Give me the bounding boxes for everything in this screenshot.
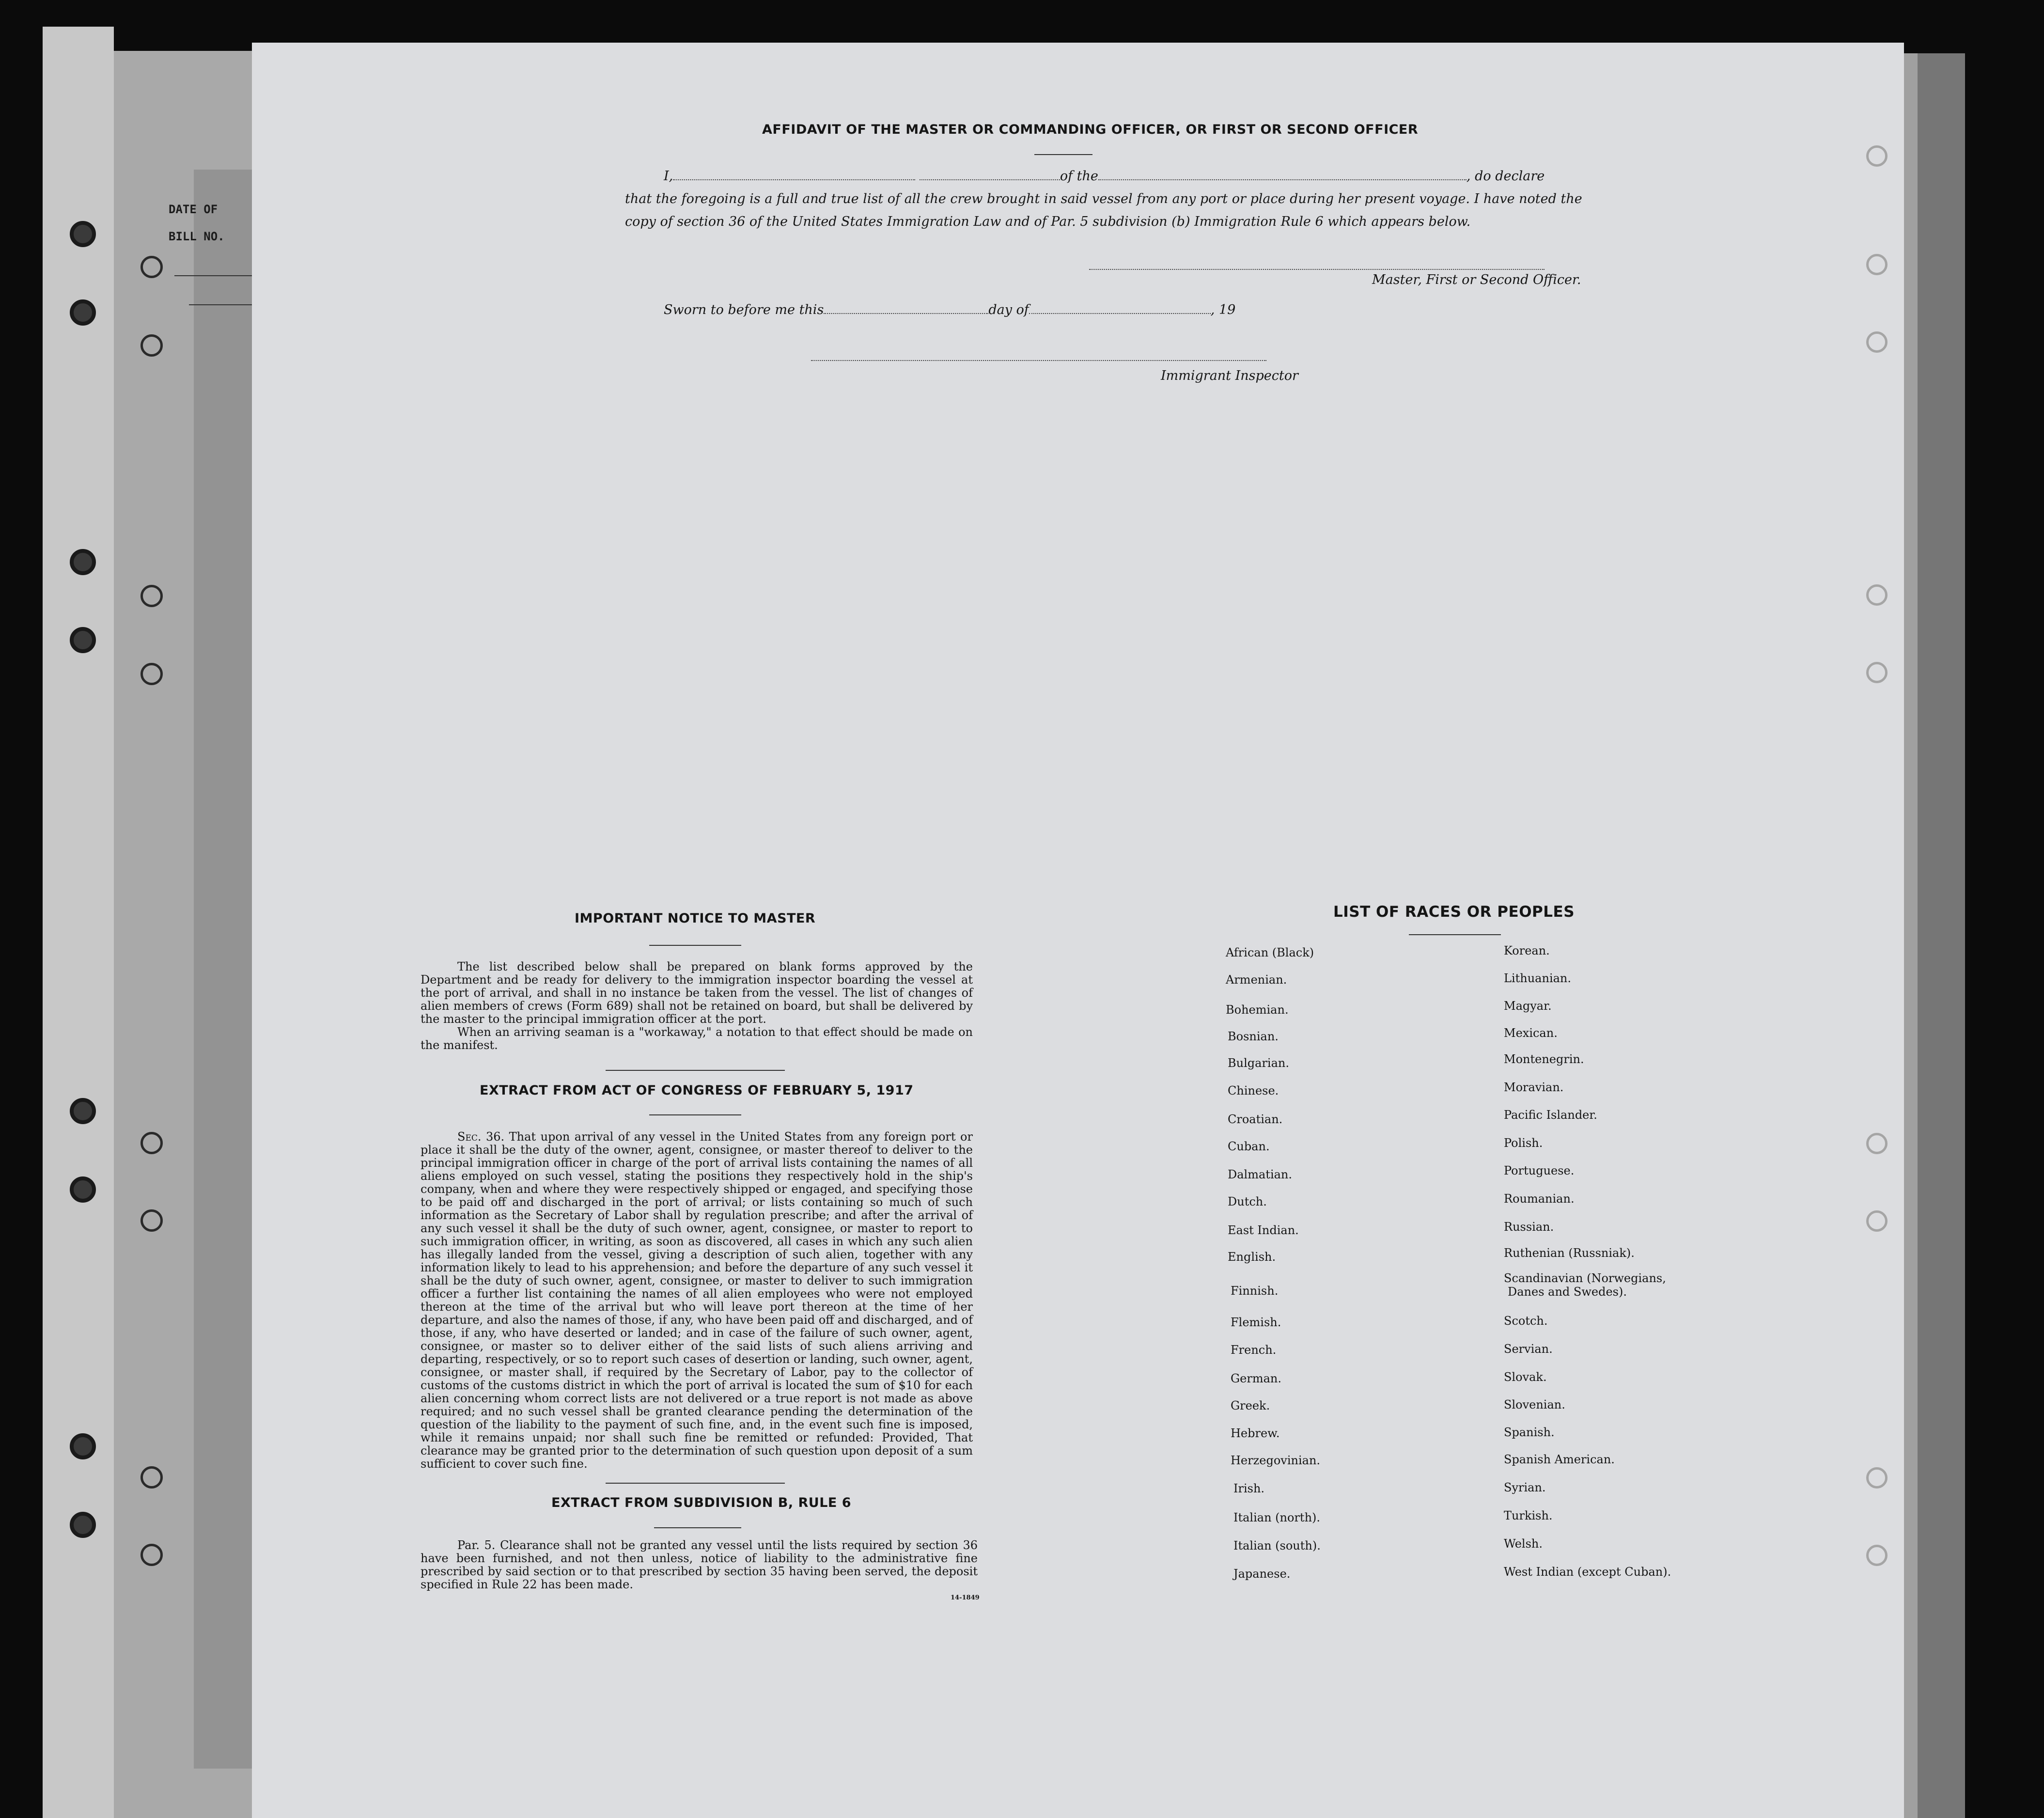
notice-title: IMPORTANT NOTICE TO MASTER <box>575 911 816 926</box>
year-label: , 19 <box>1210 302 1236 317</box>
notice-paragraph-2: When an arriving seaman is a "workaway," a notation to that effect should be made on the manifest. <box>421 1025 973 1052</box>
race-item: Slovenian. <box>1504 1398 1565 1411</box>
sec-36-body: That upon arrival of any vessel in the United States from any foreign port or place it shall be the duty of the owner, agent, consignee, or master thereof to deliver to the principal immigration officer in charge of the port of arrival lists containing the names of all aliens employed on such vessel, stating the positions they respectively hold in the ship's company, when and where they were respectively shipped or engaged, and specifying those to be paid off and discharged in the port of arrival; or lists containing so much of such information as the Secretary of Labor shall by regulation prescribe; and after the arrival of any such vessel it shall be the duty of such owner, agent, consignee, or master to report to such immigration officer, in writing, as soon as discovered, all cases in which any such alien has illegally landed from the vessel, giving a description of such alien, together with any information likely to lead to his apprehension; and before the departure of any such vessel it shall be the duty of such owner, agent, consignee, or master to deliver to such immigration officer a further list containing the names of all alien employees who were not employed thereon at the time of the arrival but who will leave port thereon at the time of her departure, and also the names of those, if any, who have been paid off and discharged, and of those, if any, who have deserted or landed; and in case of the failure of such owner, agent, consignee, or master so to deliver either of the said lists of such aliens arriving and departing, respectively, or so to report such cases of desertion or landing, such owner, agent, consignee, or master shall, if required by the Secretary of Labor, pay to the collector of customs of the customs district in which the port of arrival is located the sum of $10 for each alien concerning whom correct lists are not delivered or a true report is not made as above required; and no such vessel shall be granted clearance pending the determination of the question of the liability to the payment of such fine, and, in the event such fine is imposed, while it remains unpaid; nor shall such fine be remitted or refunded: Provided, That clearance may be granted prior to the determination of such question upon deposit of a sum sufficient to cover such fine. <box>421 1130 973 1471</box>
race-item: Italian (south). <box>1233 1539 1321 1552</box>
left-binding-strip <box>43 27 114 1818</box>
binding-hole-icon <box>70 549 96 575</box>
race-item: Moravian. <box>1504 1081 1564 1094</box>
race-item: Scotch. <box>1504 1314 1548 1328</box>
title-rule <box>1034 154 1092 155</box>
page-hole-icon <box>140 1466 163 1489</box>
race-item: Danes and Swedes). <box>1508 1285 1627 1299</box>
race-item: West Indian (except Cuban). <box>1504 1565 1671 1579</box>
race-item: Cuban. <box>1228 1140 1270 1153</box>
page-hole-icon <box>1866 1467 1888 1489</box>
race-item: Bohemian. <box>1226 1003 1289 1017</box>
race-item: Chinese. <box>1228 1084 1279 1097</box>
notice-paragraph-1: The list described below shall be prepared on blank forms approved by the Department and be ready for delivery to the immigration inspector boarding the vessel at the port of arrival, and shall in no instance be taken from the vessel. The list of changes of alien members of crews (Form 689) shall not be retained on board, but shall be delivered by the master to the principal immigration officer at the port. <box>421 960 973 1026</box>
affidavit-line-1: I, of the , do declare <box>664 169 1545 184</box>
inspector-label: Immigrant Inspector <box>1161 368 1298 383</box>
race-item: Dutch. <box>1228 1195 1267 1208</box>
name-blank <box>673 170 915 180</box>
sworn-line <box>664 302 1235 317</box>
signature-line <box>1089 268 1545 270</box>
race-item: Hebrew. <box>1231 1426 1280 1440</box>
race-item: Greek. <box>1231 1399 1270 1412</box>
sworn-label: Sworn to before me this <box>664 302 824 317</box>
rule-paragraph: Par. 5. Clearance shall not be granted any vessel until the lists required by section 36 have been furnished, and not then unless, notice of liability to the administrative fine prescribed by said section or to that prescribed by section 35 having been served, the deposit specified in Rule 22 has been made. <box>421 1538 978 1591</box>
rank-blank <box>920 170 1060 180</box>
affidavit-line-3: copy of section 36 of the United States Immigration Law and of Par. 5 subdivision (b) Immigration Rule 6 which appears below. <box>625 214 1471 229</box>
act-rule <box>649 1114 741 1115</box>
page-hole-icon <box>140 585 163 607</box>
day-of-label: day of <box>988 302 1029 317</box>
race-item: Croatian. <box>1228 1113 1283 1126</box>
affidavit-title: AFFIDAVIT OF THE MASTER OR COMMANDING OFFICER, OR FIRST OR SECOND OFFICER <box>762 122 1419 137</box>
binding-hole-icon <box>70 1512 96 1538</box>
races-rule <box>1409 934 1501 935</box>
page-hole-icon <box>1866 331 1888 353</box>
underlying-page-shadow <box>194 170 254 1769</box>
race-item: Flemish. <box>1231 1316 1281 1329</box>
binding-hole-icon <box>70 627 96 653</box>
race-item: Turkish. <box>1504 1509 1553 1522</box>
inspector-line <box>811 360 1266 361</box>
race-item: Spanish American. <box>1504 1453 1615 1466</box>
do-declare-label: do declare <box>1475 169 1545 184</box>
margin-rule <box>189 304 252 305</box>
race-item: Portuguese. <box>1504 1164 1575 1177</box>
page-hole-icon <box>140 256 163 278</box>
binding-hole-icon <box>70 1098 96 1124</box>
race-item: German. <box>1231 1372 1281 1385</box>
race-item: Bulgarian. <box>1228 1056 1289 1070</box>
page-hole-icon <box>140 1132 163 1154</box>
page-hole-icon <box>1866 584 1888 606</box>
page-hole-icon <box>1866 662 1888 683</box>
form-number: 14-1849 <box>951 1594 980 1601</box>
page-hole-icon <box>1866 254 1888 275</box>
race-item: Slovak. <box>1504 1370 1547 1384</box>
binding-hole-icon <box>70 221 96 247</box>
race-item: Italian (north). <box>1233 1511 1321 1524</box>
race-item: Scandinavian (Norwegians, <box>1504 1271 1666 1285</box>
page-hole-icon <box>1866 1210 1888 1232</box>
race-item: Armenian. <box>1226 973 1287 987</box>
sworn-month-blank <box>1029 303 1211 314</box>
race-item: French. <box>1231 1343 1277 1357</box>
page-hole-icon <box>140 1544 163 1566</box>
race-item: Servian. <box>1504 1342 1553 1356</box>
race-item: Japanese. <box>1233 1567 1291 1581</box>
race-item: Spanish. <box>1504 1426 1555 1439</box>
act-section-36 <box>421 1130 973 1471</box>
race-item: Welsh. <box>1504 1537 1543 1551</box>
section-rule <box>606 1483 785 1484</box>
sec-36-label: Sec. 36. <box>457 1130 505 1144</box>
sworn-day-blank <box>824 303 988 314</box>
race-item: Pacific Islander. <box>1504 1108 1597 1122</box>
notice-rule <box>649 945 741 946</box>
page-hole-icon <box>1866 1545 1888 1566</box>
race-item: Montenegrin. <box>1504 1052 1584 1066</box>
of-the-label: of the <box>1060 169 1098 184</box>
page-hole-icon <box>140 334 163 357</box>
affidavit-i-label: I, <box>664 169 673 184</box>
race-item: Magyar. <box>1504 999 1552 1013</box>
page-hole-icon <box>1866 145 1888 167</box>
page-hole-icon <box>140 663 163 685</box>
race-item: Mexican. <box>1504 1026 1558 1040</box>
race-item: Polish. <box>1504 1136 1543 1150</box>
race-item: East Indian. <box>1228 1223 1299 1237</box>
race-item: Russian. <box>1504 1220 1554 1234</box>
race-item: Herzegovinian. <box>1231 1454 1321 1467</box>
race-item: Bosnian. <box>1228 1030 1279 1043</box>
signature-label: Master, First or Second Officer. <box>1372 272 1581 287</box>
binding-hole-icon <box>70 1433 96 1459</box>
bill-no-label: BILL NO. <box>169 230 225 243</box>
race-item: Syrian. <box>1504 1481 1546 1494</box>
race-item: Ruthenian (Russniak). <box>1504 1246 1635 1260</box>
rule-title-rule <box>654 1527 741 1528</box>
race-item: Korean. <box>1504 944 1550 957</box>
section-rule <box>606 1070 785 1071</box>
race-item: Finnish. <box>1231 1284 1279 1298</box>
act-title: EXTRACT FROM ACT OF CONGRESS OF FEBRUARY 5, 1917 <box>480 1083 914 1098</box>
race-item: Dalmatian. <box>1228 1168 1293 1181</box>
races-title: LIST OF RACES OR PEOPLES <box>1333 903 1575 921</box>
binding-hole-icon <box>70 299 96 326</box>
right-binding-strip <box>1918 53 1965 1818</box>
affidavit-line-2: that the foregoing is a full and true list of all the crew brought in said vessel from any port or place during her present voyage. I have noted the <box>625 191 1582 206</box>
race-item: Roumanian. <box>1504 1192 1575 1206</box>
page-hole-icon <box>1866 1133 1888 1154</box>
race-item: African (Black) <box>1226 946 1314 959</box>
rule-title: EXTRACT FROM SUBDIVISION B, RULE 6 <box>551 1495 852 1510</box>
page-hole-icon <box>140 1209 163 1232</box>
race-item: Lithuanian. <box>1504 972 1572 985</box>
binding-hole-icon <box>70 1176 96 1203</box>
margin-rule <box>174 275 252 276</box>
date-of-label: DATE OF <box>169 203 218 216</box>
race-item: Irish. <box>1233 1482 1265 1495</box>
race-item: English. <box>1228 1250 1276 1264</box>
vessel-blank <box>1098 170 1467 180</box>
